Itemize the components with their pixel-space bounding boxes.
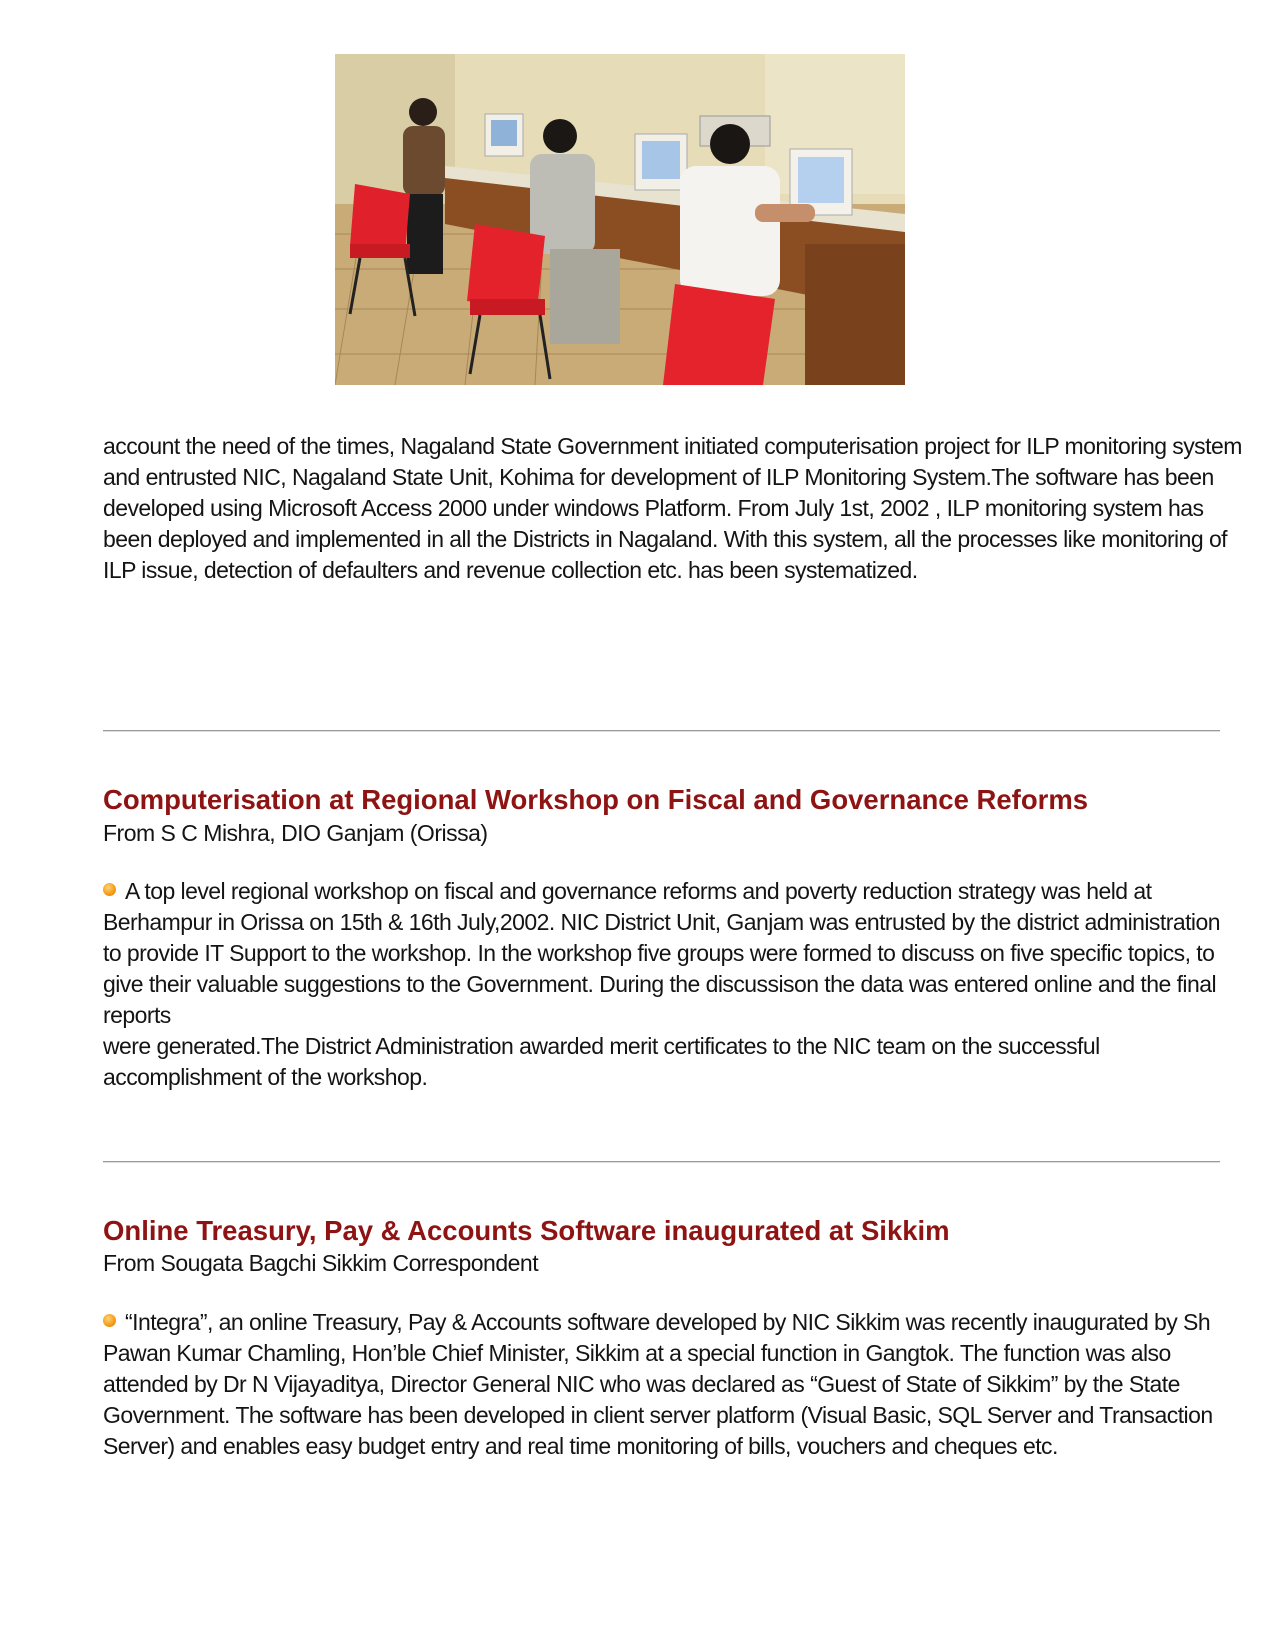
article3-line-3: attended by Dr N Vijayaditya, Director General NIC who was declared as “Guest of State of Sikkim” by the State (103, 1371, 1180, 1397)
section-divider (103, 730, 1220, 732)
article1-line-4: been deployed and implemented in all the Districts in Nagaland. With this system, all the processes like monitoring of (103, 526, 1228, 552)
article2-line-3: to provide IT Support to the workshop. In the workshop five groups were formed to discuss on five specific topics, to (103, 940, 1215, 966)
article3-body (103, 1307, 1223, 1462)
orange-dot-bullet-icon (103, 1314, 116, 1327)
article2-line-5: reports (103, 1002, 171, 1028)
article2-line-1-text: A top level regional workshop on fiscal and governance reforms and poverty reduction strategy was held at (125, 878, 1152, 904)
article1-body (103, 431, 1242, 586)
article3-title: Online Treasury, Pay & Accounts Software inaugurated at Sikkim (103, 1215, 950, 1246)
article2-line-1 (103, 876, 1223, 907)
computer-room-photo (335, 54, 905, 385)
article1-line-1: account the need of the times, Nagaland State Government initiated computerisation project for ILP monitoring system (103, 433, 1242, 459)
section-divider (103, 1161, 1220, 1163)
article3-line-2: Pawan Kumar Chamling, Hon’ble Chief Minister, Sikkim at a special function in Gangtok. The function was also (103, 1340, 1171, 1366)
article3-line-4: Government. The software has been developed in client server platform (Visual Basic, SQL Server and Transaction (103, 1402, 1213, 1428)
article2-line-7: accomplishment of the workshop. (103, 1064, 428, 1090)
article1-line-3: developed using Microsoft Access 2000 under windows Platform. From July 1st, 2002 , ILP monitoring system has (103, 495, 1204, 521)
article3-line-5: Server) and enables easy budget entry and real time monitoring of bills, vouchers and cheques etc. (103, 1433, 1058, 1459)
article1-line-5: ILP issue, detection of defaulters and revenue collection etc. has been systematized. (103, 557, 918, 583)
article3-line-1-text: “Integra”, an online Treasury, Pay & Accounts software developed by NIC Sikkim was recently inaugurated by Sh (125, 1309, 1211, 1335)
article2-line-2: Berhampur in Orissa on 15th & 16th July,2002. NIC District Unit, Ganjam was entrusted by the district administration (103, 909, 1220, 935)
article2-title: Computerisation at Regional Workshop on Fiscal and Governance Reforms (103, 784, 1089, 815)
article3-byline: From Sougata Bagchi Sikkim Correspondent (103, 1250, 539, 1276)
article3-line-1 (103, 1307, 1223, 1338)
orange-dot-bullet-icon (103, 883, 116, 896)
article2-byline: From S C Mishra, DIO Ganjam (Orissa) (103, 820, 488, 846)
article2-line-6: were generated.The District Administration awarded merit certificates to the NIC team on the successful (103, 1033, 1100, 1059)
article2-body (103, 876, 1223, 1093)
article2-line-4: give their valuable suggestions to the Government. During the discussison the data was entered online and the final (103, 971, 1217, 997)
article1-line-2: and entrusted NIC, Nagaland State Unit, Kohima for development of ILP Monitoring System.The software has been (103, 464, 1214, 490)
